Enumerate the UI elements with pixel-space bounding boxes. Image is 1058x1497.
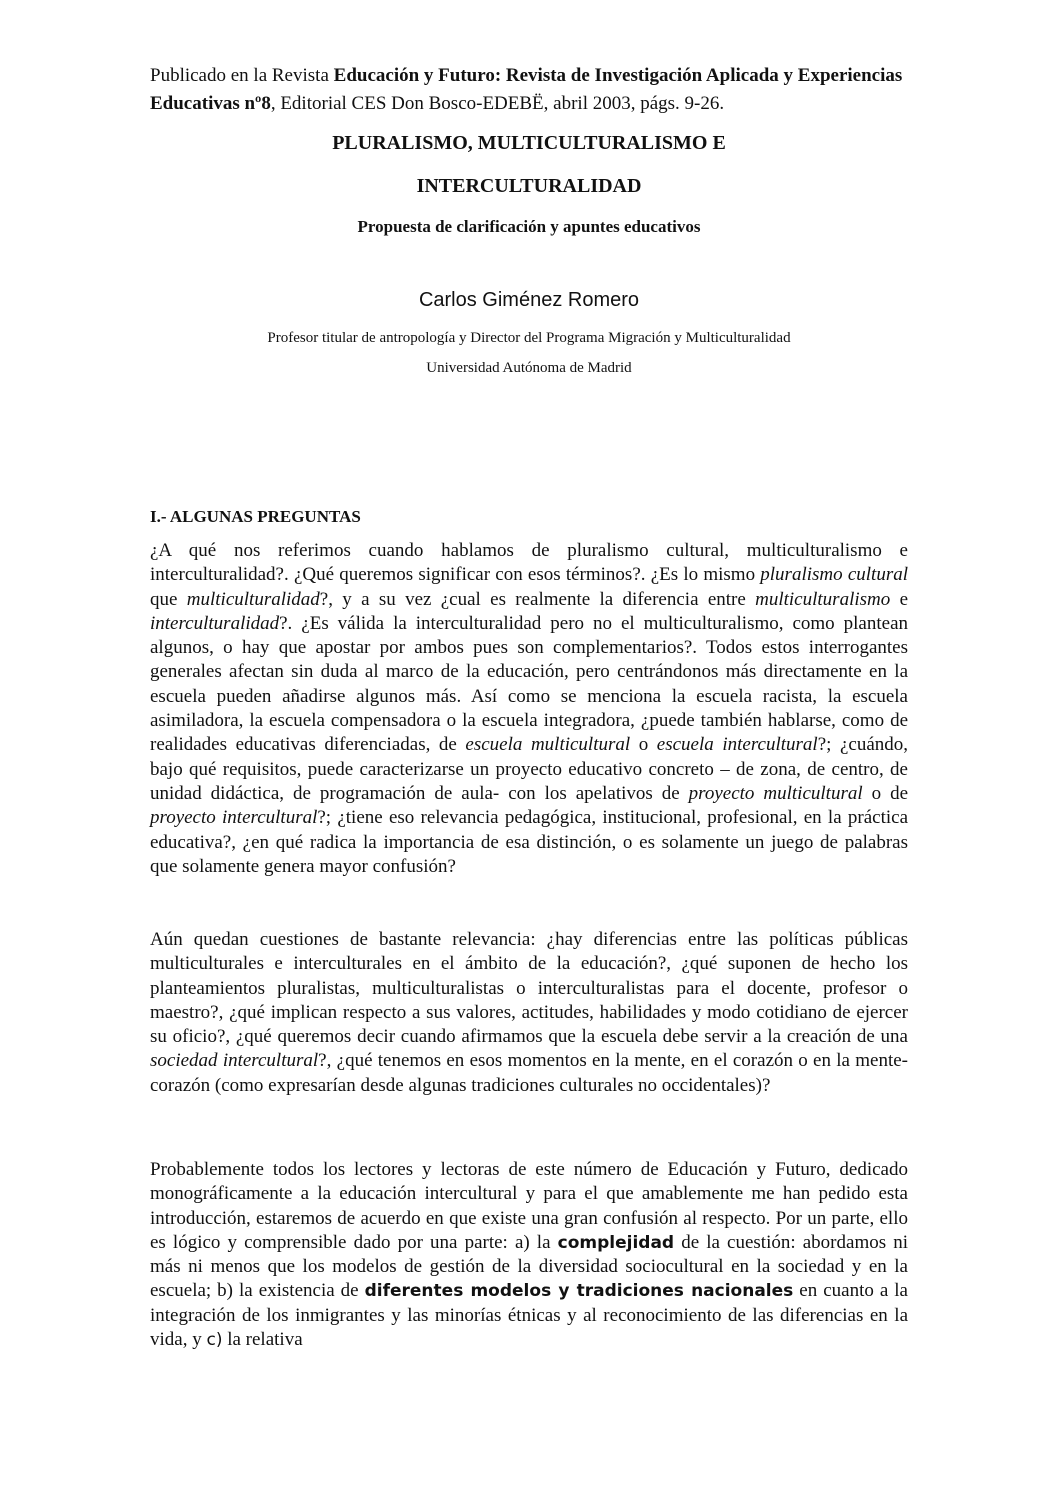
bold-term: complejidad	[557, 1232, 675, 1253]
italic-term: escuela intercultural	[656, 734, 818, 756]
bold-term: diferentes modelos y tradiciones nacionales	[364, 1281, 794, 1302]
paragraph-1	[150, 539, 908, 879]
paragraph-3	[150, 1158, 908, 1352]
affiliation-university: Universidad Autónoma de Madrid	[426, 360, 632, 376]
text-run: o de	[862, 782, 908, 804]
publication-note	[150, 62, 910, 118]
subtitle: Propuesta de clarificación y apuntes educativos	[357, 217, 701, 236]
italic-term: multiculturalismo	[755, 588, 891, 610]
paragraph-2	[150, 928, 908, 1098]
section-heading: I.- ALGUNAS PREGUNTAS	[150, 507, 361, 526]
italic-term: proyecto intercultural	[150, 807, 318, 829]
list-marker: c)	[206, 1330, 223, 1351]
text-run: ?, ¿qué tenemos en esos momentos en la mente, en el corazón o en la mente-corazón (como expresarían desde algunas tradiciones culturales no occidentales)?	[150, 1050, 909, 1096]
text-run: ¿A qué nos referimos cuando hablamos de pluralismo cultural, multiculturalismo e interculturalidad?. ¿Qué queremos significar con esos términos?. ¿Es lo mismo	[150, 540, 908, 586]
text-run: en cuanto a la integración de los inmigrantes y las minorías étnicas y al reconocimiento de las diferencias en la vida, y	[150, 1280, 908, 1351]
italic-term: sociedad intercultural	[150, 1050, 319, 1072]
affiliation-position: Profesor titular de antropología y Director del Programa Migración y Multiculturalidad	[267, 330, 791, 346]
text-run: e	[890, 588, 909, 610]
text-run: de la cuestión: abordamos ni más ni menos que los modelos de gestión de la diversidad sociocultural en la sociedad y en la escuela; b) la existencia de	[150, 1231, 908, 1302]
journal-name: Educación y Futuro: Revista de Investigación Aplicada y Experiencias Educativas nº8	[150, 65, 903, 114]
text-run: ?; ¿cuándo, bajo qué requisitos, puede caracterizarse un proyecto educativo concreto – de zona, de centro, de unidad didáctica, de programación de aula- con los apelativos de	[150, 734, 909, 804]
text-run: que	[150, 588, 187, 610]
text-run: ?, y a su vez ¿cual es realmente la diferencia entre	[319, 588, 756, 610]
italic-term: pluralismo cultural	[760, 564, 908, 586]
text-run: o	[630, 734, 657, 756]
italic-term: multiculturalidad	[186, 588, 320, 610]
author-name: Carlos Giménez Romero	[418, 289, 640, 311]
text-run: Aún quedan cuestiones de bastante relevancia: ¿hay diferencias entre las políticas públicas multiculturales e interculturales en el ámbito de la educación?, ¿qué suponen de hecho los planteamientos pluralistas, multiculturalistas o interculturalistas para el docente, profesor o maestro?, ¿qué implican respecto a sus valores, actitudes, habilidades y modo cotidiano de ejercer su oficio?, ¿qué queremos decir cuando afirmamos que la escuela debe servir a la creación de una	[150, 929, 908, 1048]
text-run: ?; ¿tiene eso relevancia pedagógica, institucional, profesional, en la práctica educativa?, ¿en qué radica la importancia de esa distinción, o es solamente un juego de palabras que solamente genera mayor confusión?	[150, 807, 908, 877]
title-line-1: PLURALISMO, MULTICULTURALISMO E	[332, 132, 726, 154]
text-run: Probablemente todos los lectores y lectoras de este número de Educación y Futuro, dedicado monográficamente a la educación intercultural y para el que amablemente me han pedido esta introducción, estaremos de acuerdo en que existe una gran confusión al respecto. Por un parte, ello es lógico y comprensible dado por una parte: a) la	[150, 1159, 908, 1253]
italic-term: proyecto multicultural	[688, 782, 863, 804]
publication-details: , Editorial CES Don Bosco-EDEBË, abril 2003, págs. 9-26.	[270, 93, 725, 114]
title-line-2: INTERCULTURALIDAD	[416, 175, 642, 197]
italic-term: interculturalidad	[150, 612, 280, 634]
italic-term: escuela multicultural	[465, 734, 631, 756]
text-run: ?. ¿Es válida la interculturalidad pero no el multiculturalismo, como plantean algunos, o hay que apostar por ambos pues son complementarios?. Todos estos interrogantes generales afectan sin duda al marco de la educación, pero centrándonos más directamente en la escuela pueden añadirse algunos más. Así como se menciona la escuela racista, la escuela asimiladora, la escuela compensadora o la escuela integradora, ¿puede también hablarse, como de realidades educativas diferenciadas, de	[150, 612, 908, 756]
publication-note-prefix: Publicado en la Revista	[150, 65, 334, 86]
text-run: la relativa	[222, 1329, 303, 1351]
